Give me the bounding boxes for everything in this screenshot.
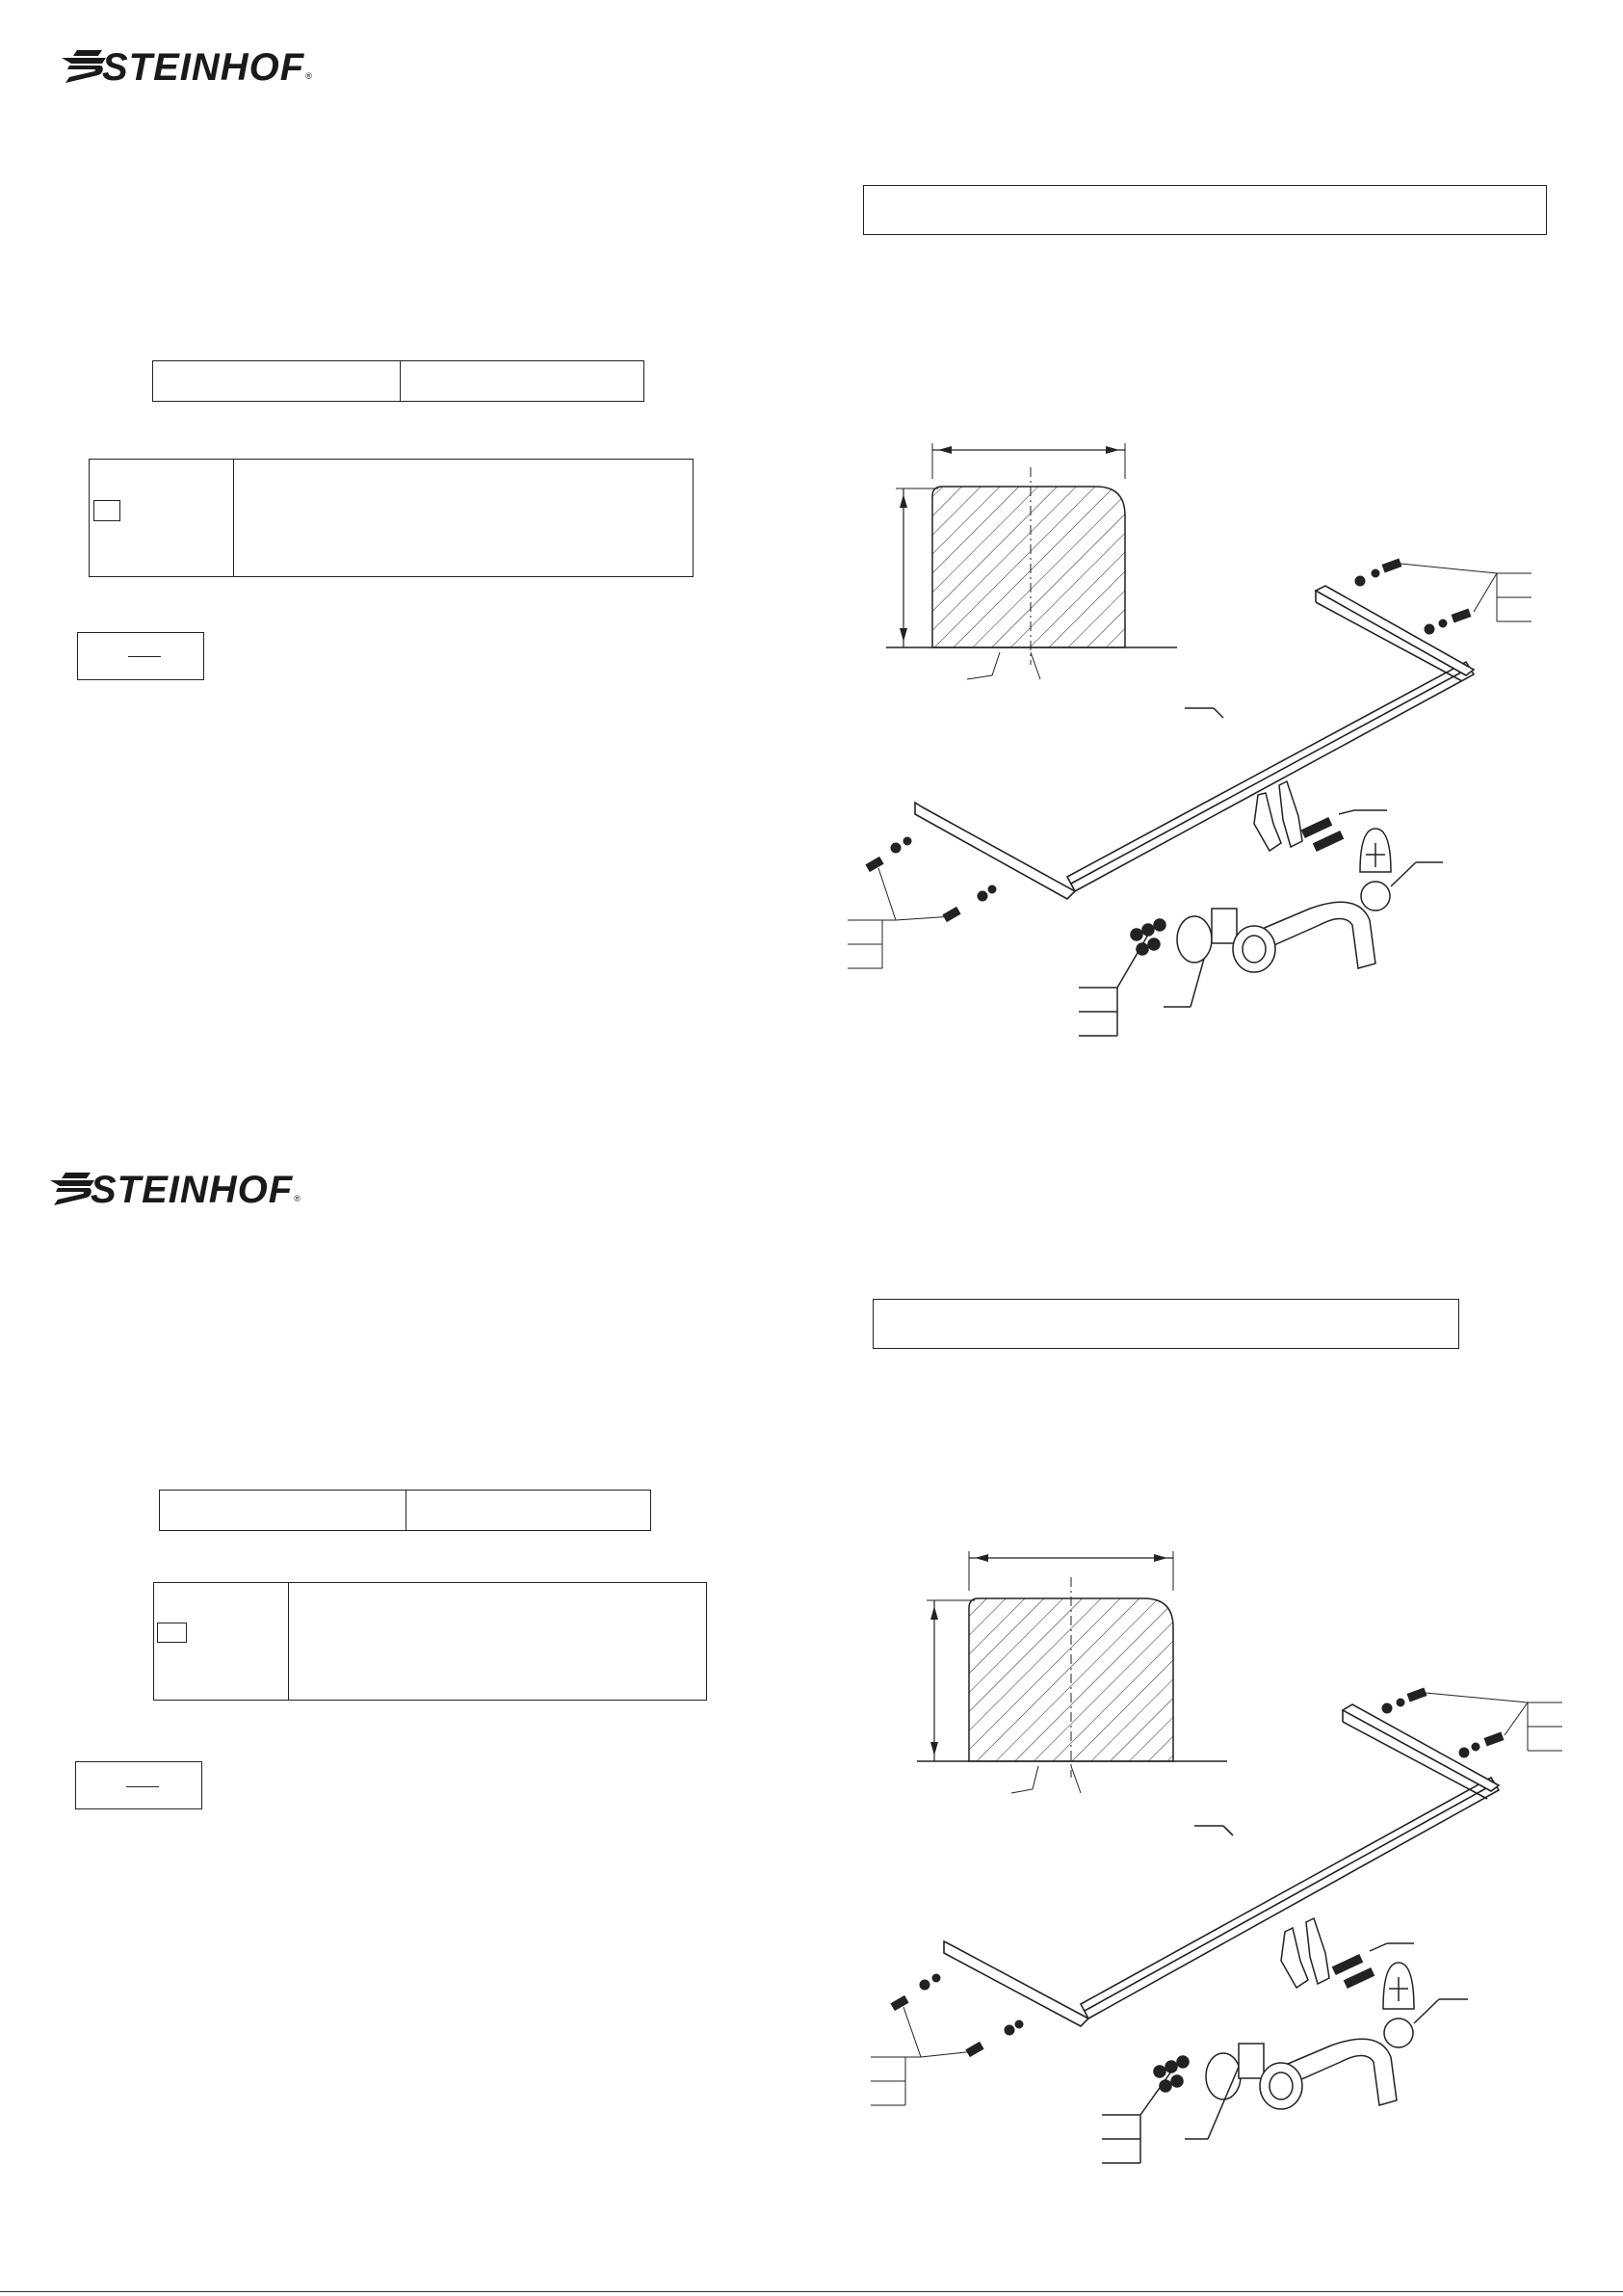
towbar-drawing [867,1546,1599,2182]
fraction-bar [126,1786,159,1787]
title-box [863,185,1547,235]
brand-logo [48,1171,301,1209]
checkbox-square [93,500,120,521]
registered-mark: ® [294,1194,301,1203]
tow-ball-assembly [1079,708,1443,1036]
checkbox-square [157,1623,187,1643]
fraction-box [75,1761,202,1809]
brand-name: STEINHOF [102,46,305,89]
info-panel-divider [233,460,234,576]
brand-logo [60,48,312,87]
bolts-left [848,837,996,968]
title-box [873,1299,1459,1349]
steinhof-swoosh-icon [48,1171,96,1209]
brand-name: STEINHOF [91,1169,294,1211]
steinhof-swoosh-icon [60,48,108,87]
clearance-profile [886,443,1177,679]
page-bottom-rule [0,2291,1623,2292]
spec-table-divider [400,361,401,401]
fraction-bar [128,656,161,657]
info-panel-divider [288,1583,289,1700]
spec-table [152,360,644,402]
registered-mark: ® [305,71,312,81]
bolts-left [871,1974,1023,2105]
info-panel [153,1582,707,1701]
spec-table [159,1490,651,1531]
info-panel [89,459,694,577]
fraction-box [77,632,204,680]
clearance-profile [917,1551,1227,1793]
towbar-drawing [838,438,1589,1041]
tow-ball-assembly [1102,1918,1468,2163]
